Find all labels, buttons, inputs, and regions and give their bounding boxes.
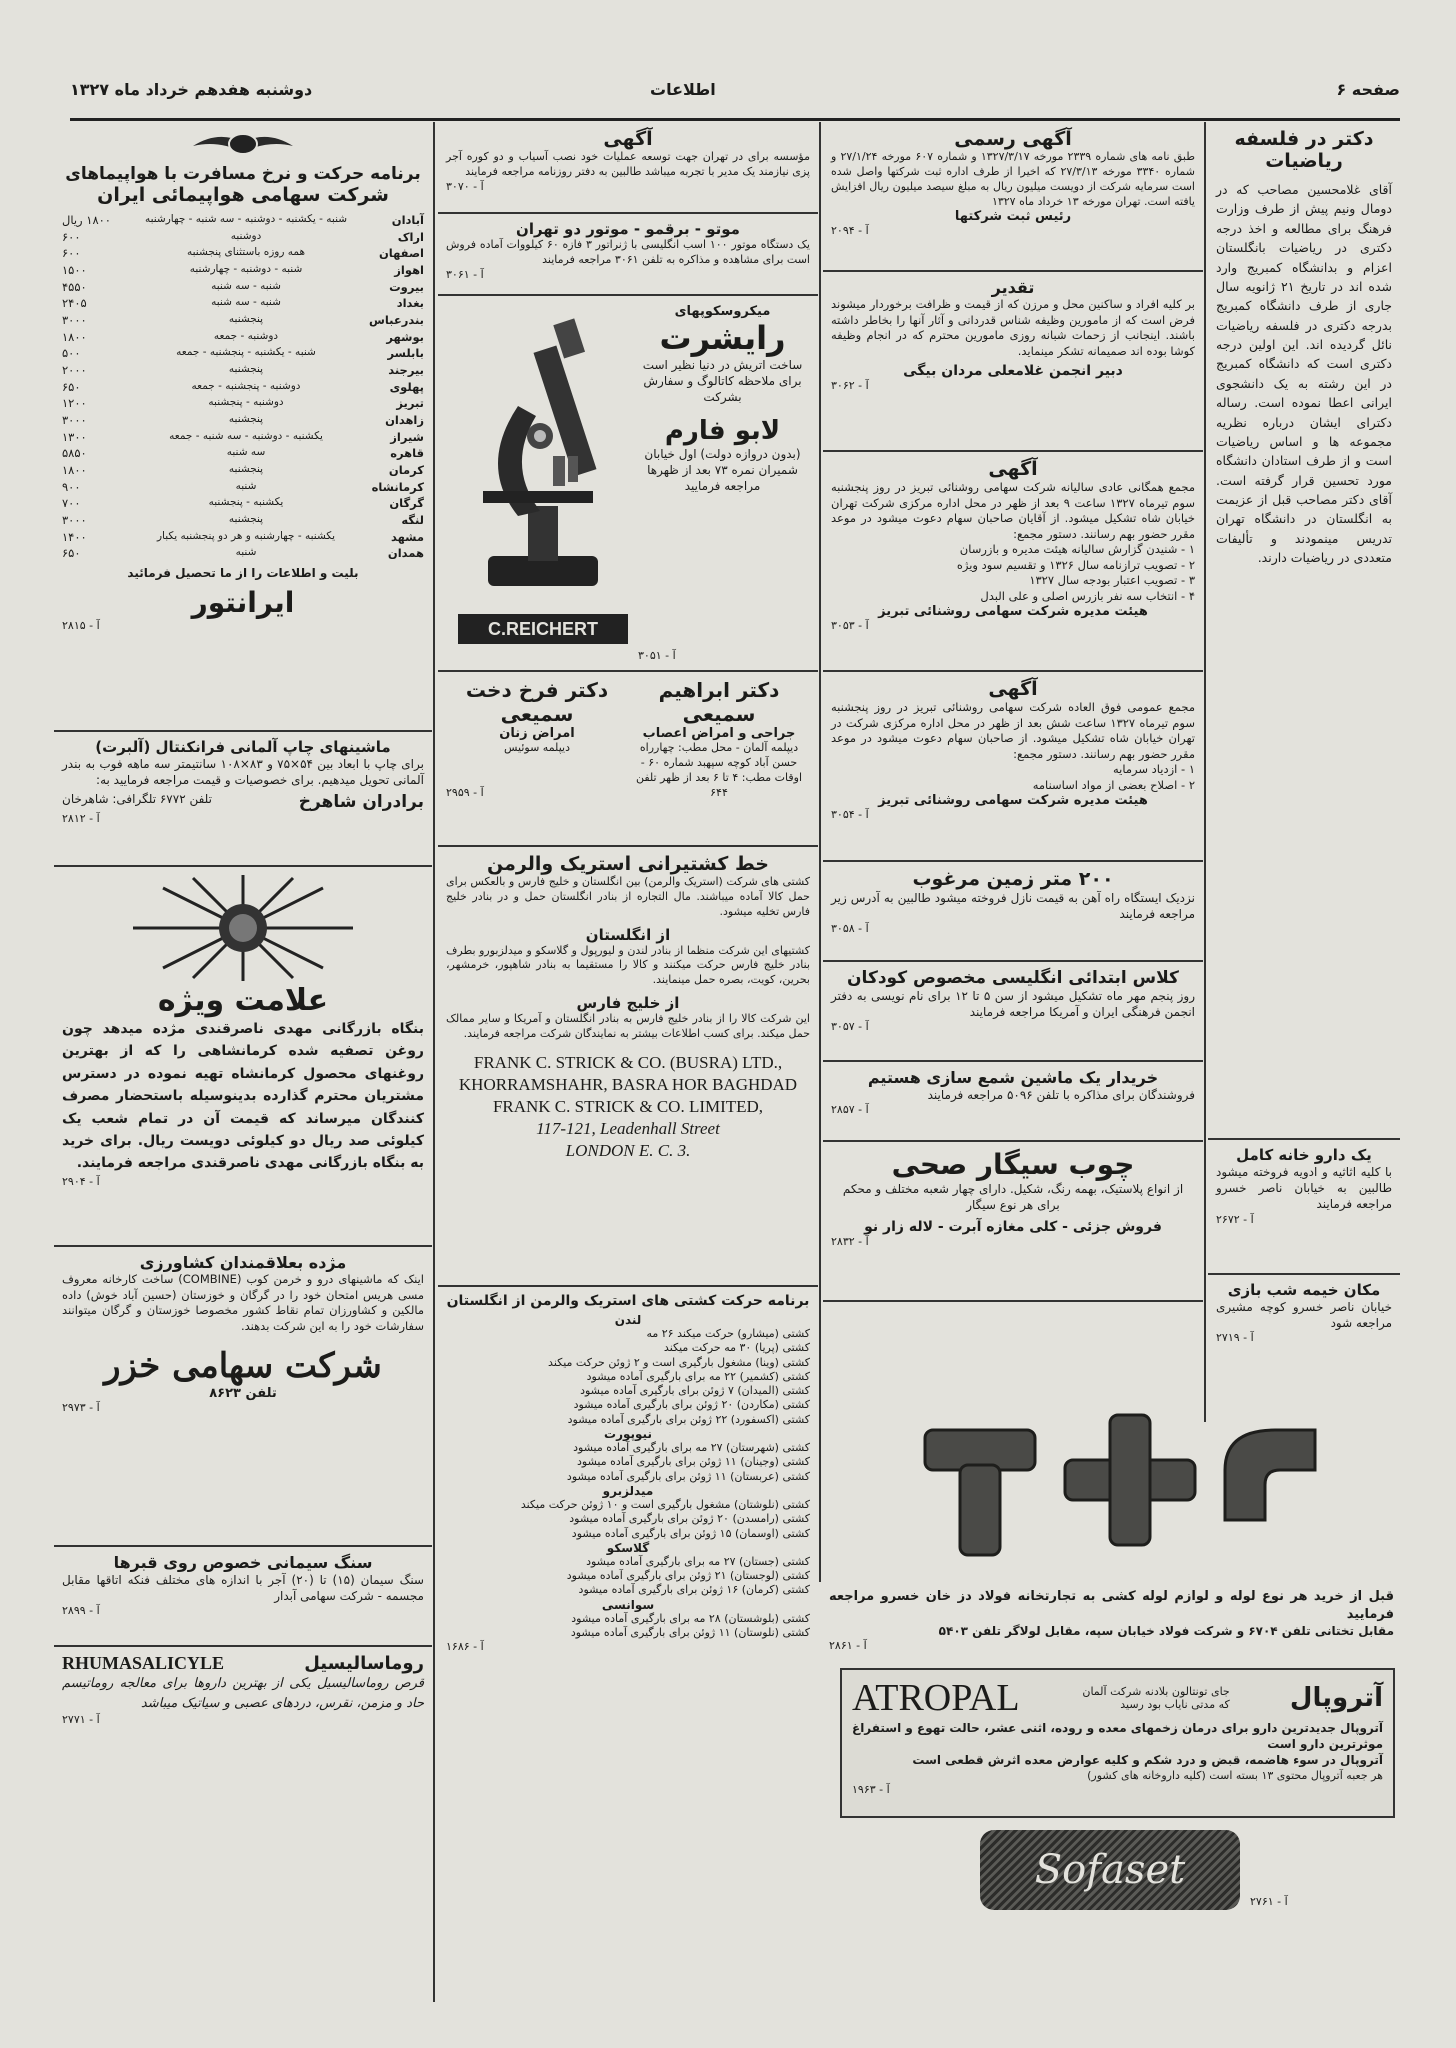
flight-fare: ۶۵۰ xyxy=(62,379,81,394)
ad-signature: هیئت مدیره شرکت سهامی روشنائی تبریز xyxy=(878,793,1148,809)
ad-signature: رئیس ثبت شرکتها xyxy=(954,209,1072,225)
flight-days: شنبه - سه شنبه xyxy=(211,296,281,309)
flight-row xyxy=(62,512,424,529)
schedule-line: کشتی (وینا) مشغول بارگیری است و ۲ ژوئن حرکت میکند xyxy=(548,1355,810,1369)
article-title: دکتر در فلسفه xyxy=(1234,128,1374,150)
ad-code: آ - ۲۹۰۴ xyxy=(62,1174,100,1188)
schedule-line: کشتی (نلوشتان) مشغول بارگیری است و ۱۰ ژوئن حرکت میکند xyxy=(520,1497,810,1511)
ad-code: آ - ۲۹۷۳ xyxy=(62,1401,100,1415)
product-name-en: RHUMASALICYLE xyxy=(62,1653,225,1673)
ad-code: آ - ۲۷۱۹ xyxy=(1216,1331,1254,1345)
schedule-line: کشتی (جستان) ۲۷ مه برای بارگیری آماده میشود xyxy=(586,1554,810,1568)
ad-code: آ - ۲۹۵۹ xyxy=(446,785,484,799)
schedule-port: سوانسی xyxy=(601,1597,655,1612)
page-number: صفحه ۶ xyxy=(1336,80,1400,99)
ad-code: آ - ۱۹۶۳ xyxy=(852,1783,890,1797)
ad-footer xyxy=(62,792,424,812)
flight-city: تبریز xyxy=(396,396,424,411)
column-1 xyxy=(1208,122,1400,1422)
ad-body: با کلیه اثاثیه و ادویه فروخته میشود طالبین به خیابان ناصر خسرو مراجعه فرمایند xyxy=(1216,1165,1392,1212)
pipe-fittings-icon xyxy=(905,1410,1335,1570)
flight-row xyxy=(62,412,424,429)
ad-body: قرص روماسالیسیل یکی از بهترین داروها برای معالجه روماتیسم حاد و مزمن، نقرس، دردهای عصبی و سیاتیک میباشد xyxy=(62,1676,424,1711)
company-address-en xyxy=(446,1052,810,1162)
flight-row xyxy=(62,295,424,312)
flight-row xyxy=(62,345,424,362)
agenda-item: ۱ - ازدیاد سرمایه xyxy=(1112,762,1195,777)
schedule-line: کشتی (پریا) ۳۰ مه حرکت میکند xyxy=(663,1341,810,1355)
shipping-schedule xyxy=(438,1287,818,1792)
agenda-item: ۲ - تصویب ترازنامه سال ۱۳۲۶ و تقسیم سود ویژه xyxy=(956,557,1195,572)
ad-body: اینک که ماشینهای درو و خرمن کوب (COMBINE) ساخت کارخانه معروف مسی هریس امتحان خود را در گرگان و خوزستان (حسین آباد خوش) داده مالکین و کشاورزان تمام نقاط کشور مخصوصا خوزستان و گرگان میتوانند سفارشات خود را به این شرکت بدهند. xyxy=(62,1272,424,1333)
flight-row xyxy=(62,212,424,229)
ad-title: سنگ سیمانی خصوص روی قبرها xyxy=(113,1553,373,1572)
ad-iran-airways xyxy=(54,122,432,732)
ad-atropal xyxy=(840,1668,1395,1818)
ad-code: آ - ۱۶۸۶ xyxy=(446,1640,484,1654)
doctor-name: دکتر فرخ دخت سمیعی xyxy=(465,678,609,726)
khazar-logo: شرکت سهامی خزر xyxy=(104,1346,382,1387)
schedule-line: کشتی (مکاردن) ۲۰ ژوئن برای بارگیری آماده میشود xyxy=(573,1398,810,1412)
column-divider xyxy=(433,122,435,2002)
flight-row xyxy=(62,445,424,462)
flight-city: زاهدان xyxy=(385,413,424,428)
flight-days: شنبه - یکشنبه - دوشنبه - سه شنبه - چهارشنبه xyxy=(144,213,348,225)
ad-title: خریدار یک ماشین شمع سازی هستیم xyxy=(867,1068,1159,1087)
flight-city: همدان xyxy=(387,546,424,561)
ad-tombstones xyxy=(54,1547,432,1647)
ad-body: کشتی های شرکت (استریک والرمن) بین انگلستان و خلیج فارس و بالعکس برای حمل کالا آماده میباشند. مال التجاره از بنادر انگلستان حمل و در بنادر خلیج فارس تخلیه میشود. xyxy=(446,875,810,918)
ad-body: ساخت اتریش در دنیا نظیر است برای ملاحظه کاتالوگ و سفارش بشرکت xyxy=(642,358,803,405)
schedule-port: نیوپورت xyxy=(604,1427,652,1442)
ad-subheading: از خلیج فارس xyxy=(576,994,680,1013)
reichert-logo: C.REICHERT xyxy=(458,614,628,644)
ad-pharmacy-sale xyxy=(1208,1140,1400,1275)
ad-notice xyxy=(438,122,818,214)
flight-fare: ۶۰۰ xyxy=(62,246,81,261)
flight-city: کرمانشاه xyxy=(371,479,424,494)
flight-days: پنجشنبه xyxy=(228,413,264,426)
ad-title: خط کشتیرانی استریک والرمن xyxy=(487,853,769,875)
flight-city: گرگان xyxy=(389,496,424,511)
flight-days: پنجشنبه xyxy=(228,313,264,326)
flight-fare: ۱۵۰۰ xyxy=(62,263,87,278)
ad-puppet-show xyxy=(1208,1275,1400,1375)
flight-fare: ۱۸۰۰ ریال xyxy=(62,213,111,227)
ad-special-mark xyxy=(54,867,432,1247)
flight-city: اهواز xyxy=(394,263,424,278)
ad-body: خیابان ناصر خسرو کوچه مشیری مراجعه شود xyxy=(1216,1300,1392,1331)
column-2 xyxy=(823,122,1203,1582)
ad-subheading: از انگلستان xyxy=(585,925,671,944)
column-divider xyxy=(819,122,821,1582)
ad-body: یک دستگاه موتور ۱۰۰ اسب انگلیسی با ژنراتور ۳ فازه ۶۰ کیلووات آماده فروش است برای مشاهده و مذاکره به تلفن ۳۰۶۱ مراجعه فرمایند xyxy=(446,238,810,266)
schedule-line: کشتی (لوجستان) ۲۱ ژوئن برای بارگیری آماده میشود xyxy=(566,1569,810,1583)
ad-phone: تلفن ۸۶۲۳ xyxy=(209,1386,277,1402)
ad-title: برنامه حرکت و نرخ مسافرت با هواپیماهای xyxy=(65,164,421,184)
ad-price: هر جعبه آتروپال محتوی ۱۳ بسته است (کلیه داروخانه های کشور) xyxy=(1087,1768,1383,1782)
flight-fare: ۳۰۰۰ xyxy=(62,313,87,328)
doctor-name: دکتر ابراهیم سمیعی xyxy=(658,678,780,726)
issue-date: دوشنبه هفدهم خرداد ماه ۱۳۲۷ xyxy=(70,80,313,99)
flight-days: پنجشنبه xyxy=(228,363,264,376)
ad-body: برای چاپ با ابعاد بین ۵۴×۷۵ و ۸۳×۱۰۸ سانتیمتر سه ماهه فوب به بندر آلمانی تحویل میدهیم. برای خصوصیات و قیمت مراجعه فرمایید به: xyxy=(62,757,424,788)
flight-city: بابلسر xyxy=(387,346,424,361)
flight-fare: ۵۸۵۰ xyxy=(62,446,87,461)
flight-row xyxy=(62,262,424,279)
schedule-line: کشتی (کرمان) ۱۶ ژوئن برای بارگیری آماده میشود xyxy=(578,1583,810,1597)
ad-code: آ - ۲۷۷۱ xyxy=(62,1713,100,1726)
flight-fare: ۳۰۰۰ xyxy=(62,513,87,528)
ad-address: مقابل تختانی تلفن ۶۷۰۴ و شرکت فولاد خیابان سپه، مقابل لولاگر تلفن ۵۴۰۳ xyxy=(938,1624,1394,1639)
ad-code: آ - ۲۰۹۴ xyxy=(831,224,869,238)
ad-title: علامت ویژه xyxy=(157,983,329,1018)
ad-body: بنگاه بازرگانی مهدی ناصرقندی مژده میدهد چون روغن تصفیه شده کرمانشاهی را که از بهترین روغنهای محصول کرمانشاه تهیه نموده در دسترس مشتریان محترم گذارده بدینوسیله باستحضار مصرف کنندگان میرساند که قیمت آن در تمام شعب یک کیلوئی صد ریال دو کیلوئی دویست ریال. برای خرید به بنگاه بازرگانی مهدی ناصرقندی مراجعه فرمایند. xyxy=(62,1021,424,1172)
schedule-line: کشتی (کشمیر) ۲۲ مه برای بارگیری آماده میشود xyxy=(586,1369,810,1383)
ad-title: چوب سیگار صحی xyxy=(891,1148,1135,1181)
schedule-line: کشتی (وجینان) ۱۱ ژوئن برای بارگیری آماده میشود xyxy=(577,1455,810,1469)
ad-signature: برادران شاهرخ xyxy=(298,792,424,813)
flight-row xyxy=(62,479,424,496)
ad-code: آ - ۲۸۱۲ xyxy=(62,812,100,826)
flight-row xyxy=(62,279,424,296)
flight-fare: ۶۵۰ xyxy=(62,546,81,561)
ad-brand: رایشرت xyxy=(659,319,786,357)
ad-code: آ - ۳۰۵۷ xyxy=(831,1020,869,1034)
ad-code: آ - ۳۰۶۲ xyxy=(831,379,869,393)
flight-days: شنبه xyxy=(235,546,257,559)
ad-title: تقدیر xyxy=(991,278,1035,297)
column-3 xyxy=(438,122,818,2002)
ad-tabriz-meeting-1 xyxy=(823,452,1203,672)
flight-days: همه روزه باستثنای پنجشنبه xyxy=(186,246,305,259)
flight-row xyxy=(62,245,424,262)
ad-body: آتروپال جدیدترین دارو برای درمان زخمهای معده و روده، اثنی عشر، حالت تهوع و استفراغ موثرترین دارو است xyxy=(852,1721,1383,1752)
schedule-port: لندن xyxy=(614,1313,642,1327)
article-body: آقای غلامحسین مصاحب که در دومال ونیم پیش از طرف وزارت فرهنگ برای مطالعه و اخذ درجه دکتری در ریاضیات بانگلستان اعزام و بدانشگاه کمبریج وارد شده اند در تاریخ ۲۱ ژانویه سال جاری از طرف دانشگاه کمبریج بدرجه دکتری در فلسفه ریاضیات نائل گردیده اند. این اولین درجه دکتری است که دانشگاه کمبریج در این رشته به یک دانشجوی ایرانی اعطا نموده است. رساله دکترای ایشان درباره نظریه مجموعه ها و اساس ریاضیات است و از طرف استادان دانشگاه مورد تحسین قرار گرفته است. آقای دکتر مصاحب قبل از عزیمت به انگلستان در دانشگاه تهران تدریس مینمودند و تألیفات متعددی در ریاضیات دارند. xyxy=(1216,182,1393,566)
flight-fare: ۱۸۰۰ xyxy=(62,463,87,478)
flight-city: اصفهان xyxy=(378,246,424,261)
ad-title: آگهی xyxy=(988,458,1038,480)
ad-strick-shipping xyxy=(438,847,818,1287)
flight-city: مشهد xyxy=(390,529,424,544)
ad-note: جای تونتالون بلادنه شرکت آلمان که مدتی نایاب بود رسید xyxy=(1082,1685,1230,1711)
flight-fare: ۶۰۰ xyxy=(62,229,81,244)
flight-fare: ۳۰۰۰ xyxy=(62,413,87,428)
ad-code: آ - ۲۸۳۲ xyxy=(831,1235,869,1249)
flight-city: اراک xyxy=(397,229,424,244)
flight-days: دوشنبه - پنجشنبه - جمعه xyxy=(191,379,301,392)
address-line: FRANK C. STRICK & CO. (BUSRA) LTD., xyxy=(473,1052,783,1072)
flight-row xyxy=(62,362,424,379)
ad-text-block xyxy=(635,304,810,494)
flight-row xyxy=(62,545,424,562)
flight-city: لنگه xyxy=(401,513,424,528)
flight-table xyxy=(62,212,424,562)
schedule-line: کشتی (بلوشستان) ۲۸ مه برای بارگیری آماده میشود xyxy=(571,1611,810,1625)
ad-code: آ - ۲۶۷۲ xyxy=(1216,1212,1254,1226)
schedule-line: کشتی (رامسدن) ۲۰ ژوئن برای بارگیری آماده میشود xyxy=(569,1512,810,1526)
ad-official-notice xyxy=(823,122,1203,272)
ad-code: آ - ۲۷۶۱ xyxy=(1250,1895,1288,1908)
flight-days: پنجشنبه xyxy=(228,463,264,476)
ad-header xyxy=(852,1676,1383,1720)
product-name-fa: آتروپال xyxy=(1289,1683,1383,1713)
flight-fare: ۱۲۰۰ xyxy=(62,396,87,411)
ad-body: نزدیک ایستگاه راه آهن به قیمت نازل فروخته میشود طالبین به آدرس زیر مراجعه فرمایند xyxy=(831,891,1195,922)
flight-row xyxy=(62,329,424,346)
ad-code: آ - ۳۰۶۱ xyxy=(446,267,484,281)
flight-fare: ۲۰۰۰ xyxy=(62,363,87,378)
schedule-line: کشتی (اوسمان) ۱۵ ژوئن برای بارگیری آماده میشود xyxy=(571,1526,810,1540)
column-4 xyxy=(54,122,432,2012)
ad-english-class xyxy=(823,962,1203,1062)
flight-days: شنبه - سه شنبه xyxy=(211,279,281,292)
flight-fare: ۱۳۰۰ xyxy=(62,429,87,444)
ad-phone: تلفن ۶۷۷۲ تلگرافی: شاهرخان xyxy=(62,792,212,807)
ad-body: روز پنجم مهر ماه تشکیل میشود از سن ۵ تا ۱۲ برای نام نویسی به دفتر انجمن فرهنگی ایران و آمریکا مراجعه فرمایند xyxy=(831,989,1195,1020)
flight-city: قاهره xyxy=(390,446,424,461)
ad-header xyxy=(62,1653,424,1674)
ad-title: آگهی xyxy=(603,128,653,150)
schedule-title: برنامه حرکت کشتی های استریک والرمن از انگلستان xyxy=(446,1293,810,1309)
ad-body: سنگ سیمان (۱۵) تا (۲۰) آجر با اندازه های مختلف فنکه اتاقها مقابل مجسمه - شرکت سهامی آبدار xyxy=(62,1573,424,1604)
ad-cigarette-holder xyxy=(823,1142,1203,1302)
address-line: 117-121, Leadenhall Street xyxy=(536,1119,720,1139)
schedule-line: کشتی (المیدان) ۷ ژوئن برای بارگیری آماده میشود xyxy=(580,1384,810,1398)
product-name-en: ATROPAL xyxy=(852,1677,1020,1719)
ad-title: یک دارو خانه کامل xyxy=(1236,1146,1372,1164)
flight-days: یکشنبه - چهارشنبه و هر دو پنجشنبه یکبار xyxy=(156,529,336,542)
flight-city: بیروت xyxy=(389,279,424,294)
flight-fare: ۲۴۰۵ xyxy=(62,296,87,311)
agenda-item: ۳ - تصویب اعتبار بودجه سال ۱۳۲۷ xyxy=(1029,573,1195,588)
ad-printing-machines xyxy=(54,732,432,867)
doctor-specialty: امراض زنان xyxy=(499,726,575,741)
product-name-fa: روماسالیسیل xyxy=(304,1653,424,1674)
flight-fare: ۴۵۵۰ xyxy=(62,279,87,294)
flight-fare: ۱۴۰۰ xyxy=(62,529,87,544)
flight-city: آبادان xyxy=(391,213,424,227)
doctor-card xyxy=(628,678,810,839)
flight-city: شیراز xyxy=(390,429,424,444)
flight-days: شنبه - یکشنبه - پنجشنبه - جمعه xyxy=(176,346,316,359)
ad-body: بر کلیه افراد و ساکنین محل و مرزن که از قیمت و ظرافت برخوردار میشوند فرض است که از مامورین وظیفه شناس قدردانی و آثار آنها را بخاطر داشته باشند. اینجانب از زحمات شبانه روزی مامورین محترم که در انجام وظیفه کوشا بوده اند صمیمانه تشکر مینماید. xyxy=(831,297,1195,358)
column-divider xyxy=(1204,122,1206,1422)
flight-row xyxy=(62,495,424,512)
schedule-list xyxy=(446,1313,810,1640)
ad-body: مؤسسه برای در تهران جهت توسعه عملیات خود نصب آسیاب و دو کوره آجر پزی نیازمند یک مدیر با تجربه میباشد طالبین به دفتر روزنامه مراجعه فرمایند xyxy=(446,150,810,178)
ad-body: مجمع عمومی فوق العاده شرکت سهامی روشنائی تبریز در روز پنجشنبه سوم تیرماه ۱۳۲۷ ساعت شش بعد از ظهر در محل اداره مرکزی شرکت در تهران خیابان شاه تشکیل میشود. از صاحبان سهام دعوت میشود در موعد مقرر حضور بهم رسانند. دستور مجمع: xyxy=(831,700,1195,761)
ad-title: ماشینهای چاپ آلمانی فرانکنتال (آلبرت) xyxy=(95,738,391,756)
address-line: KHORRAMSHAHR, BASRA HOR BAGHDAD xyxy=(458,1074,798,1094)
ad-rhumasalicyle xyxy=(54,1647,432,1797)
ad-company: لابو فارم xyxy=(664,415,781,446)
sunburst-icon xyxy=(123,873,363,983)
script-logo: Sofaset xyxy=(980,1830,1240,1910)
ad-body: آتروپال در سوء هاضمه، قبض و درد شکم و کلیه عوارض معده اثرش قطعی است xyxy=(912,1753,1383,1768)
ad-title: مژده بعلاقمندان کشاورزی xyxy=(139,1253,347,1272)
doctor-details: دیپلمه سوئیس xyxy=(504,741,570,754)
ad-tabriz-meeting-2 xyxy=(823,672,1203,862)
ad-candle-machine xyxy=(823,1062,1203,1142)
flight-fare: ۵۰۰ xyxy=(62,346,81,361)
ad-appreciation xyxy=(823,272,1203,452)
ad-code: آ - ۳۰۵۳ xyxy=(831,619,869,633)
ad-body: طبق نامه های شماره ۲۳۳۹ مورخه ۱۳۲۷/۳/۱۷ و شماره ۶۰۷ مورخه ۲۷/۱/۲۴ و شماره ۳۳۴۰ مورخه ۲۷/۳/۱۳ که اخیرا از طرف اداره ثبت شرکتها واصل شده است سرمایه شرکت از دویست میلیون ریال به مبلغ سیصد میلیون ریال افزایش یافته است. تهران مورخه ۱۳ خرداد ماه ۱۳۲۷ xyxy=(831,150,1196,208)
ad-title: کلاس ابتدائی انگلیسی مخصوص کودکان xyxy=(847,968,1179,988)
article-doctor-philosophy xyxy=(1208,122,1400,1140)
doctor-specialty: جراحی و امراض اعصاب xyxy=(642,726,796,741)
flight-fare: ۹۰۰ xyxy=(62,479,81,494)
schedule-line: کشتی (عربستان) ۱۱ ژوئن برای بارگیری آماده میشود xyxy=(566,1469,810,1483)
agenda-item: ۴ - انتخاب سه نفر بازرس اصلی و علی البدل xyxy=(980,588,1195,603)
microscope-icon xyxy=(458,306,628,606)
ad-land-sale xyxy=(823,862,1203,962)
ad-pipe-fittings xyxy=(823,1584,1400,1664)
ad-title: مکان خیمه شب بازی xyxy=(1227,1281,1381,1299)
winged-emblem-icon xyxy=(183,128,303,164)
ad-body: از انواع پلاستیک، بهمه رنگ، شکیل. دارای چهار شعبه مختلف و محکم برای هر نوع سیگار xyxy=(842,1182,1184,1213)
ad-motor xyxy=(438,214,818,296)
flight-days: پنجشنبه xyxy=(228,513,264,526)
ad-subtitle: شرکت سهامی هواپیمائی ایران xyxy=(97,184,389,206)
flight-row xyxy=(62,529,424,546)
ad-signature: دبیر انجمن غلامعلی مردان بیگی xyxy=(903,363,1123,380)
flight-city: بوشهر xyxy=(386,329,424,344)
ad-body: قبل از خرید هر نوع لوله و لوازم لوله کشی به تجارتخانه فولاد دز خان خسرو مراجعه فرمایید xyxy=(829,1589,1394,1622)
ad-code: آ - ۲۸۱۵ xyxy=(62,619,100,633)
flight-row xyxy=(62,379,424,396)
flight-row xyxy=(62,395,424,412)
flight-fare: ۱۸۰۰ xyxy=(62,329,87,344)
schedule-port: میدلزبرو xyxy=(602,1483,654,1498)
ad-heading: میکروسکوپهای xyxy=(674,304,771,319)
flight-days: دوشنبه - پنجشنبه xyxy=(208,396,284,409)
paper-name: اطلاعات xyxy=(650,80,716,99)
schedule-line: کشتی (میشارو) حرکت میکند ۲۶ مه xyxy=(646,1327,810,1340)
ad-note: بلیت و اطلاعات را از ما تحصیل فرمائید xyxy=(127,566,359,581)
ad-doctors-samii xyxy=(438,672,818,847)
ad-body: فروشندگان برای مذاکره با تلفن ۵۰۹۶ مراجعه فرمایند xyxy=(927,1088,1195,1102)
flight-row xyxy=(62,429,424,446)
ad-combine-harvester xyxy=(54,1247,432,1547)
address-line: LONDON E. C. 3. xyxy=(565,1141,691,1161)
ad-code: آ - ۳۰۵۸ xyxy=(831,922,869,936)
flight-days: شنبه - دوشنبه - چهارشنبه xyxy=(189,263,303,276)
flight-days: یکشنبه - پنجشنبه xyxy=(208,496,284,509)
schedule-line: کشتی (نلوستان) ۱۱ ژوئن برای بارگیری آماده میشود xyxy=(570,1626,810,1640)
ad-brand: ایرانتور xyxy=(191,586,295,620)
ad-reichert-microscope xyxy=(438,296,818,672)
flight-days: دوشنبه - جمعه xyxy=(213,329,279,342)
flight-days: شنبه xyxy=(235,479,257,492)
doctor-details: دیپلمه آلمان - محل مطب: چهارراه حسن آباد کوچه سپهبد شماره ۶۰ - اوقات مطب: ۴ تا ۶ بعد از ظهر تلفن ۶۴۴ xyxy=(635,741,803,799)
flight-row xyxy=(62,462,424,479)
schedule-port: گلاسکو xyxy=(606,1540,650,1555)
ad-code: آ - ۳۰۵۴ xyxy=(831,808,869,822)
ad-body: این شرکت کالا را از بنادر خلیج فارس به بنادر انگلستان و آمریکا و سایر ممالک حمل میکند. برای کسب اطلاعات بیشتر به نمایندگان شرکت مراجعه فرمایند. xyxy=(446,1012,810,1040)
ad-code: آ - ۳۰۵۱ xyxy=(638,649,676,662)
flight-row xyxy=(62,229,424,246)
flight-city: بیرجند xyxy=(388,363,424,378)
agenda-item: ۱ - شنیدن گزارش سالیانه هیئت مدیره و بازرسان xyxy=(959,542,1195,557)
ad-title: ۲۰۰ متر زمین مرغوب xyxy=(912,868,1114,890)
flight-city: پهلوی xyxy=(389,379,424,394)
flight-row xyxy=(62,312,424,329)
flight-days: دوشنبه xyxy=(230,229,262,242)
doctor-card xyxy=(446,678,628,839)
flight-days: سه شنبه xyxy=(226,446,266,459)
ad-title: آگهی xyxy=(988,678,1038,700)
article-subtitle: ریاضیات xyxy=(1265,150,1343,172)
ad-body: مجمع همگانی عادی سالیانه شرکت سهامی روشنائی تبریز در روز پنجشنبه سوم تیرماه ۱۳۲۷ ساعت ۹ بعد از ظهر در محل اداره مرکزی شرکت تهران خیابان شاه تشکیل میشود. از آقایان صاحبان سهام دعوت میشود در موعد مقرر حضور بهم رسانند. دستور مجمع: xyxy=(831,480,1196,541)
flight-city: بغداد xyxy=(396,296,424,311)
agenda-item: ۲ - اصلاح بعضی از مواد اساسنامه xyxy=(1032,777,1195,792)
flight-city: بندرعباس xyxy=(368,313,424,328)
ad-code: آ - ۳۰۷۰ xyxy=(446,179,484,193)
page-header xyxy=(70,74,1400,121)
ad-signature: هیئت مدیره شرکت سهامی روشنائی تبریز xyxy=(878,604,1148,620)
ad-address: (بدون دروازه دولت) اول خیابان شمیران نمره ۷۳ بعد از ظهرها مراجعه فرمایید xyxy=(644,446,801,493)
ad-title: موتو - برقمو - موتور دو تهران xyxy=(516,220,740,238)
schedule-line: کشتی (اکسفورد) ۲۲ ژوئن برای بارگیری آماده میشود xyxy=(567,1412,810,1426)
ad-code: آ - ۲۸۶۱ xyxy=(829,1639,867,1653)
ad-code: آ - ۲۸۹۹ xyxy=(62,1604,100,1618)
flight-days: یکشنبه - دوشنبه - سه شنبه - جمعه xyxy=(169,429,323,442)
ad-title: آگهی رسمی xyxy=(954,128,1072,150)
address-line: FRANK C. STRICK & CO. LIMITED, xyxy=(492,1096,764,1116)
ad-body: کشتیهای این شرکت منظما از بنادر لندن و لیورپول و گلاسکو و میدلزبورو بطرف بنادر خلیج فارس حرکت میکنند و کالا را مستقیما به بنادر شاهپور، خرمشهر، بحرین، کویت، بصره حمل مینمایند. xyxy=(446,943,810,987)
flight-city: کرمان xyxy=(388,463,424,478)
flight-fare: ۷۰۰ xyxy=(62,496,81,511)
schedule-line: کشتی (شهرستان) ۲۷ مه برای بارگیری آماده میشود xyxy=(573,1441,810,1455)
ad-code: آ - ۲۸۵۷ xyxy=(831,1103,869,1117)
ad-shop: فروش جزئی - کلی مغازه آبرت - لاله زار نو xyxy=(864,1219,1162,1236)
